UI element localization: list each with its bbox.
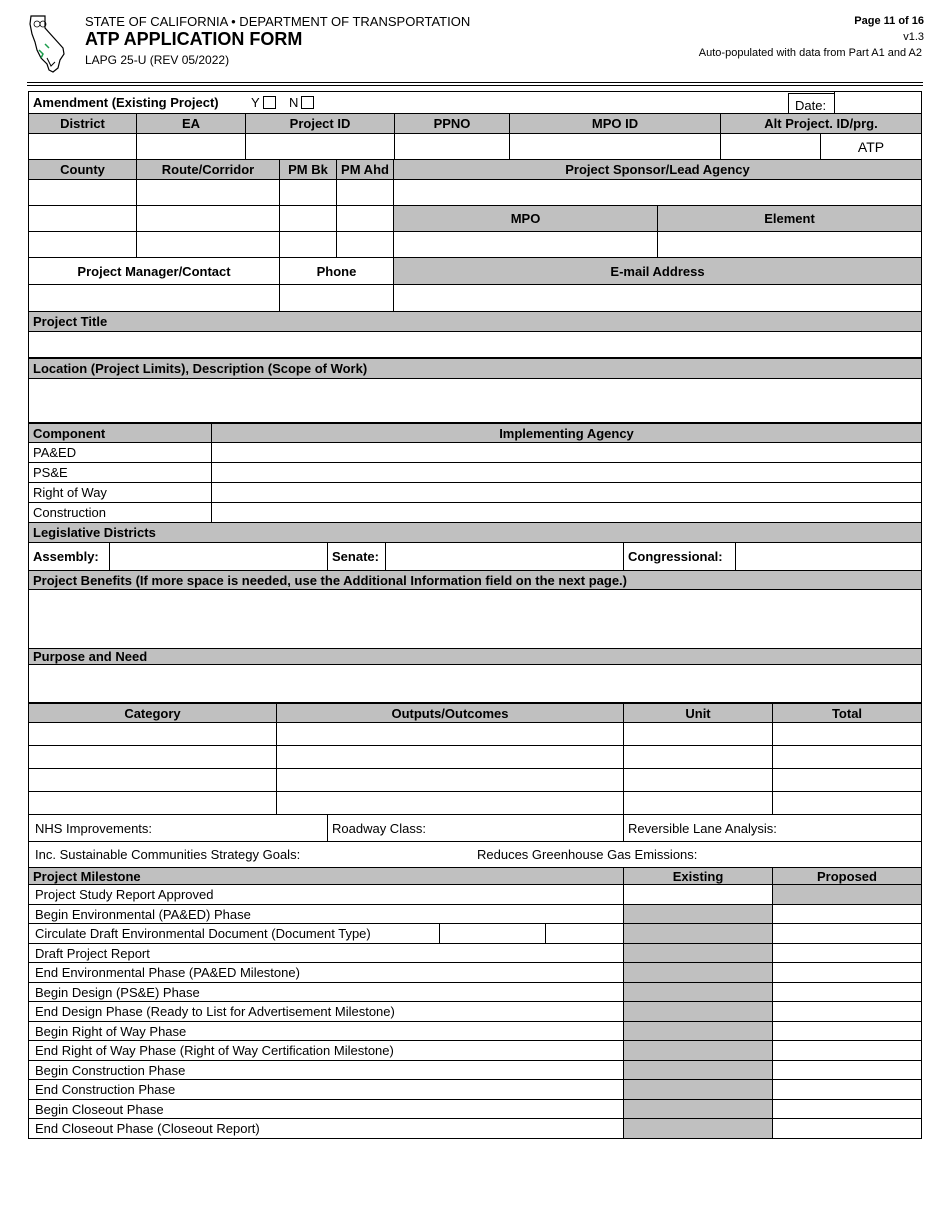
form-title: ATP APPLICATION FORM <box>85 29 303 49</box>
component-row <box>29 463 921 483</box>
ea-input[interactable] <box>137 134 246 159</box>
unit-header: Unit <box>624 704 773 722</box>
header-divider <box>27 82 923 83</box>
proposed-input[interactable] <box>773 1100 921 1118</box>
component-row <box>29 503 921 523</box>
pm-ahd-input[interactable] <box>337 180 394 205</box>
pm-bk-input[interactable] <box>280 180 337 205</box>
milestone-label: Begin Design (PS&E) Phase <box>29 983 624 1001</box>
pm-ahd-header: PM Ahd <box>337 160 394 179</box>
milestone-label: Begin Construction Phase <box>29 1061 624 1079</box>
header-divider <box>27 85 923 86</box>
benefits-label: Project Benefits (If more space is needed, use the Additional Information field on the next page.) <box>33 572 628 588</box>
existing-input <box>624 924 773 943</box>
county-input-3[interactable] <box>29 232 137 257</box>
outputs-input[interactable] <box>277 746 624 768</box>
project-id-header: Project ID <box>246 114 395 133</box>
outputs-input[interactable] <box>277 792 624 814</box>
manager-input[interactable] <box>29 285 280 311</box>
unit-input[interactable] <box>624 769 773 791</box>
no-label: N <box>289 95 299 110</box>
milestone-label: End Design Phase (Ready to List for Advertisement Milestone) <box>29 1002 624 1021</box>
outputs-header: Outputs/Outcomes <box>277 704 624 722</box>
milestone-row <box>29 944 921 963</box>
category-input[interactable] <box>29 792 277 814</box>
milestone-header: Project Milestone <box>29 868 624 884</box>
project-id-input[interactable] <box>246 134 395 159</box>
milestone-row <box>29 924 921 944</box>
component-row <box>29 443 921 463</box>
location-description-input[interactable] <box>29 379 921 422</box>
contact-header-row <box>29 258 921 285</box>
pm-bk-input-3[interactable] <box>280 232 337 257</box>
existing-input <box>624 1061 773 1079</box>
congressional-label: Congressional: <box>624 543 736 570</box>
sponsor-input[interactable] <box>394 180 921 205</box>
milestone-label: Begin Closeout Phase <box>29 1100 624 1118</box>
route-input[interactable] <box>137 180 280 205</box>
email-header: E-mail Address <box>394 258 921 284</box>
existing-input <box>624 944 773 962</box>
category-input[interactable] <box>29 746 277 768</box>
mpo-header: MPO <box>394 206 658 231</box>
proposed-input[interactable] <box>773 944 921 962</box>
total-header: Total <box>831 705 863 721</box>
alt-project-id-header: Alt Project. ID/prg. <box>764 116 878 131</box>
category-input[interactable] <box>29 769 277 791</box>
purpose-header-row <box>29 649 921 665</box>
application-form <box>28 91 922 1139</box>
component-label: Construction <box>29 503 212 522</box>
mpo-id-header: MPO ID <box>510 114 721 133</box>
element-header: Element <box>658 206 921 231</box>
milestone-row <box>29 1022 921 1041</box>
location-value-row-2 <box>29 206 921 232</box>
amendment-label: Amendment (Existing Project) <box>33 95 219 110</box>
existing-input <box>624 983 773 1001</box>
proposed-input[interactable] <box>773 1061 921 1079</box>
existing-input <box>624 1022 773 1040</box>
legislative-header-row <box>29 523 921 543</box>
outputs-row <box>29 746 921 769</box>
milestone-label: Project Study Report Approved <box>29 885 624 904</box>
milestone-row <box>29 1119 921 1138</box>
location-description-header-row <box>29 359 921 379</box>
amendment-row <box>29 92 921 114</box>
pm-ahd-input-3[interactable] <box>337 232 394 257</box>
milestone-label: Circulate Draft Environmental Document (Document Type) <box>29 924 440 943</box>
manager-header: Project Manager/Contact <box>29 258 280 284</box>
nhs-row <box>29 815 921 842</box>
outputs-row <box>29 769 921 792</box>
pm-bk-header: PM Bk <box>280 160 337 179</box>
outputs-header-row <box>29 704 921 723</box>
existing-input <box>624 1002 773 1021</box>
auto-populated-note: Auto-populated with data from Part A1 and A2 <box>698 47 922 59</box>
existing-input <box>624 963 773 982</box>
component-header: Component <box>29 424 212 442</box>
proposed-header: Proposed <box>817 868 877 884</box>
unit-input[interactable] <box>624 792 773 814</box>
project-title-row <box>29 332 921 359</box>
route-corridor-header: Route/Corridor <box>137 160 280 179</box>
pm-ahd-input-2[interactable] <box>337 206 394 231</box>
location-value-row-3 <box>29 232 921 258</box>
county-input[interactable] <box>29 180 137 205</box>
outputs-input[interactable] <box>277 723 624 745</box>
project-title-label: Project Title <box>33 314 108 329</box>
proposed-input[interactable] <box>773 1002 921 1021</box>
county-input-2[interactable] <box>29 206 137 231</box>
component-label: Right of Way <box>29 483 212 502</box>
unit-input[interactable] <box>624 746 773 768</box>
milestone-label: Begin Right of Way Phase <box>29 1022 624 1040</box>
existing-input <box>624 1080 773 1099</box>
route-input-2[interactable] <box>137 206 280 231</box>
category-header: Category <box>29 704 277 722</box>
milestone-label: End Right of Way Phase (Right of Way Certification Milestone) <box>29 1041 624 1060</box>
total-input[interactable] <box>773 769 921 791</box>
location-description-label: Location (Project Limits), Description (Scope of Work) <box>33 361 368 376</box>
date-label: Date: <box>788 93 834 115</box>
milestone-label: End Environmental Phase (PA&ED Milestone) <box>29 963 624 982</box>
existing-input <box>624 905 773 923</box>
proposed-input[interactable] <box>773 1119 921 1138</box>
yes-checkbox[interactable] <box>263 96 276 109</box>
existing-input <box>624 1100 773 1118</box>
document-type-input-2[interactable] <box>546 924 624 943</box>
proposed-input <box>773 885 921 904</box>
id-value-row <box>29 134 921 160</box>
legislative-row <box>29 543 921 571</box>
purpose-row <box>29 665 921 704</box>
amendment-no[interactable] <box>289 92 329 113</box>
milestone-row <box>29 1002 921 1022</box>
component-label: PS&E <box>29 463 212 482</box>
component-label: PA&ED <box>29 443 212 462</box>
component-row <box>29 483 921 503</box>
agency-input[interactable] <box>212 443 921 462</box>
mpo-id-input[interactable] <box>510 134 721 159</box>
outputs-row <box>29 723 921 746</box>
page-number: Page 11 of 16 <box>854 15 924 27</box>
ppno-input[interactable] <box>395 134 510 159</box>
program-value: ATP <box>857 138 885 155</box>
milestone-label: End Closeout Phase (Closeout Report) <box>29 1119 624 1138</box>
caltrans-logo-icon <box>27 14 69 76</box>
milestone-label: Begin Environmental (PA&ED) Phase <box>29 905 624 923</box>
scs-goals-label: Inc. Sustainable Communities Strategy Goals: <box>35 847 301 862</box>
form-number: LAPG 25-U (REV 05/2022) <box>85 53 230 67</box>
existing-input <box>624 1119 773 1138</box>
proposed-input[interactable] <box>773 983 921 1001</box>
purpose-label: Purpose and Need <box>33 649 148 664</box>
amendment-yes[interactable] <box>249 92 289 113</box>
document-type-input[interactable] <box>440 924 546 943</box>
component-header-row <box>29 424 921 443</box>
outputs-row <box>29 792 921 815</box>
outputs-input[interactable] <box>277 769 624 791</box>
id-header-row <box>29 114 921 134</box>
senate-input[interactable] <box>386 543 624 570</box>
contact-value-row <box>29 285 921 312</box>
county-header: County <box>29 160 137 179</box>
milestone-header-row <box>29 868 921 885</box>
department-name: STATE OF CALIFORNIA • DEPARTMENT OF TRANSPORTATION <box>85 14 471 29</box>
proposed-input[interactable] <box>773 1022 921 1040</box>
assembly-input[interactable] <box>110 543 328 570</box>
pm-bk-input-2[interactable] <box>280 206 337 231</box>
location-value-row <box>29 180 921 206</box>
agency-input[interactable] <box>212 463 921 482</box>
ghg-label: Reduces Greenhouse Gas Emissions: <box>477 847 698 862</box>
milestone-row <box>29 963 921 983</box>
project-title-header-row <box>29 312 921 332</box>
phone-input[interactable] <box>280 285 394 311</box>
agency-input[interactable] <box>212 503 921 522</box>
proposed-input[interactable] <box>773 1041 921 1060</box>
yes-label: Y <box>251 95 260 110</box>
proposed-input[interactable] <box>773 1080 921 1099</box>
milestone-row <box>29 1080 921 1100</box>
alt-project-id-input[interactable] <box>721 134 821 159</box>
location-header-row <box>29 160 921 180</box>
date-input[interactable] <box>834 92 921 114</box>
proposed-input[interactable] <box>773 924 921 943</box>
milestone-row <box>29 1041 921 1061</box>
mpo-input[interactable] <box>394 232 658 257</box>
implementing-agency-header: Implementing Agency <box>499 425 634 441</box>
total-input[interactable] <box>773 746 921 768</box>
benefits-input[interactable] <box>29 590 921 648</box>
ppno-header: PPNO <box>395 114 510 133</box>
form-version: v1.3 <box>903 31 924 43</box>
assembly-label: Assembly: <box>29 543 110 570</box>
unit-input[interactable] <box>624 723 773 745</box>
benefits-header-row <box>29 571 921 590</box>
element-input[interactable] <box>658 232 921 257</box>
legislative-label: Legislative Districts <box>33 525 156 540</box>
district-input[interactable] <box>29 134 137 159</box>
milestone-row <box>29 1061 921 1080</box>
nhs-label: NHS Improvements: <box>29 815 328 841</box>
total-input[interactable] <box>773 723 921 745</box>
sponsor-header: Project Sponsor/Lead Agency <box>565 162 750 177</box>
milestone-row <box>29 905 921 924</box>
existing-header: Existing <box>624 868 773 884</box>
phone-header: Phone <box>280 258 394 284</box>
district-header: District <box>29 114 137 133</box>
milestone-row <box>29 983 921 1002</box>
proposed-input[interactable] <box>773 963 921 982</box>
milestone-row <box>29 885 921 905</box>
proposed-input[interactable] <box>773 905 921 923</box>
location-description-row <box>29 379 921 424</box>
benefits-row <box>29 590 921 649</box>
existing-input <box>624 1041 773 1060</box>
milestone-label: Draft Project Report <box>29 944 624 962</box>
existing-input[interactable] <box>624 885 773 904</box>
agency-input[interactable] <box>212 483 921 502</box>
category-input[interactable] <box>29 723 277 745</box>
milestone-label: End Construction Phase <box>29 1080 624 1099</box>
goals-row <box>29 842 921 868</box>
senate-label: Senate: <box>328 543 386 570</box>
page-header <box>0 0 950 85</box>
roadway-class-label: Roadway Class: <box>328 815 624 841</box>
purpose-input[interactable] <box>29 665 921 702</box>
reversible-lane-label: Reversible Lane Analysis: <box>628 820 777 836</box>
no-checkbox[interactable] <box>301 96 314 109</box>
congressional-input[interactable] <box>736 543 921 570</box>
project-title-input[interactable] <box>29 332 921 357</box>
ea-header: EA <box>137 114 246 133</box>
total-input[interactable] <box>773 792 921 814</box>
route-input-3[interactable] <box>137 232 280 257</box>
milestone-row <box>29 1100 921 1119</box>
email-input[interactable] <box>394 285 921 311</box>
